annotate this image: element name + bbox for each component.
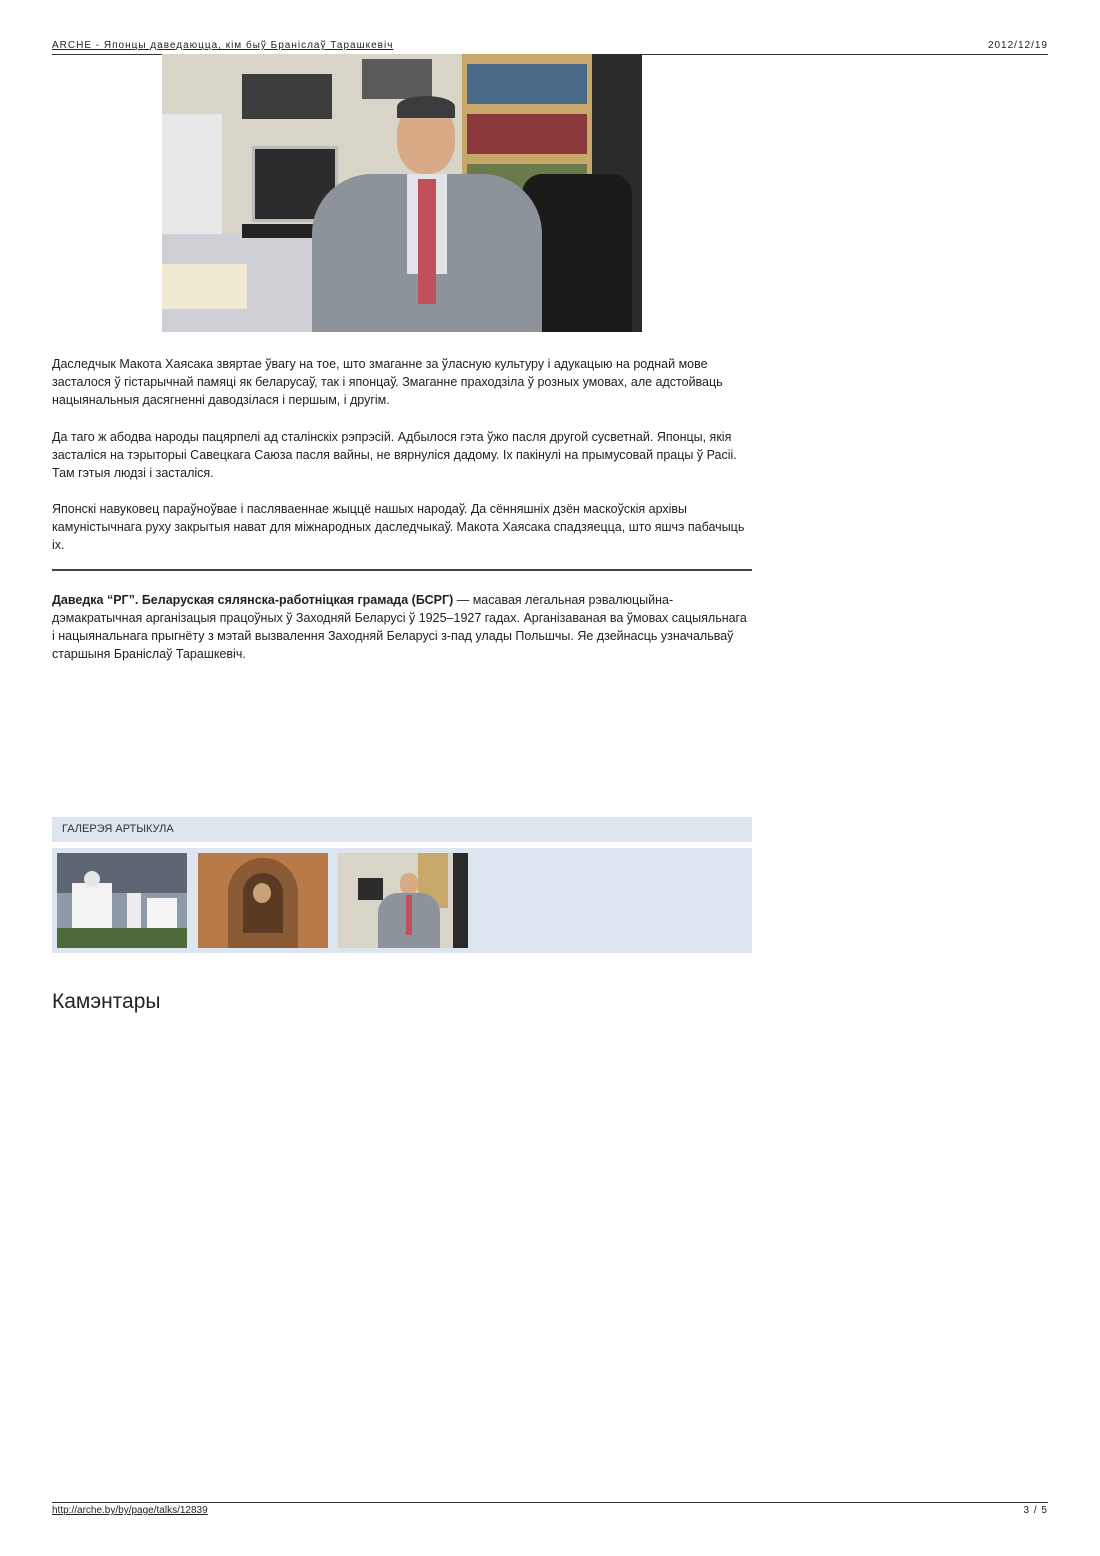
page-title[interactable]: ARCHE - Японцы даведаюцца, кім быў Браніслаў Тарашкевіч	[52, 40, 394, 51]
article-photo	[162, 54, 642, 332]
divider	[52, 569, 752, 571]
reference-note	[52, 591, 752, 663]
article-paragraph: Да таго ж абодва народы пацярпелі ад сталінскіх рэпрэсій. Адбылося гэта ўжо пасля другой сусветнай. Японцы, якія засталіся на тэрыторыі Савецкага Саюза пасля вайны, не вярнуліся дадому. Іх пакінулі на прымусовай працы ў Расіі. Там гэтыя людзі і засталіся.	[52, 430, 737, 480]
gallery-thumb-fresco[interactable]	[198, 853, 328, 948]
reference-note-text: — масавая легальная рэвалюцыйна-дэмакратычная арганізацыя працоўных ў Заходняй Беларусі ў 1925–1927 гадах. Арганізаваная ва ўмовах сацыяльнага і нацыянальнага прыгнёту з мэтай вызвалення Заходняй Беларусі з-пад улады Польшчы. Яе дзейнасць узначальваў старшыня Браніслаў Тарашкевіч.	[52, 593, 747, 661]
page-number: 3 / 5	[1023, 1505, 1048, 1516]
print-header	[52, 40, 1048, 55]
article-paragraph: Даследчык Макота Хаясака звяртае ўвагу на тое, што змаганне за ўласную культуру і адукацыю на роднай мове засталося ў гістарычнай памяці як беларусаў, так і японцаў. Змаганне праходзіла ў розных умовах, але адстойваць нацыянальныя дасягненні даводзілася і першым, і другім.	[52, 357, 723, 407]
gallery-thumb-scientist[interactable]	[338, 853, 468, 948]
gallery-title: ГАЛЕРЭЯ АРТЫКУЛА	[52, 817, 752, 842]
print-footer	[52, 1502, 1048, 1516]
comments-heading: Камэнтары	[52, 990, 161, 1013]
article-paragraph: Японскі навуковец параўноўвае і пасляваеннае жыццё нашых народаў. Да сённяшніх дзён маскоўскія архівы камуністычнага руху закрытыя нават для міжнародных даследчыкаў. Макота Хаясака спадзяецца, што яшчэ пабачыць іх.	[52, 502, 745, 552]
gallery	[52, 848, 752, 953]
gallery-thumb-church[interactable]	[57, 853, 187, 948]
reference-note-title: Даведка “РГ”. Беларуская сялянска-работніцкая грамада (БСРГ)	[52, 593, 454, 607]
print-date: 2012/12/19	[987, 40, 1048, 51]
page-url-link[interactable]: http://arche.by/by/page/talks/12839	[52, 1505, 208, 1516]
